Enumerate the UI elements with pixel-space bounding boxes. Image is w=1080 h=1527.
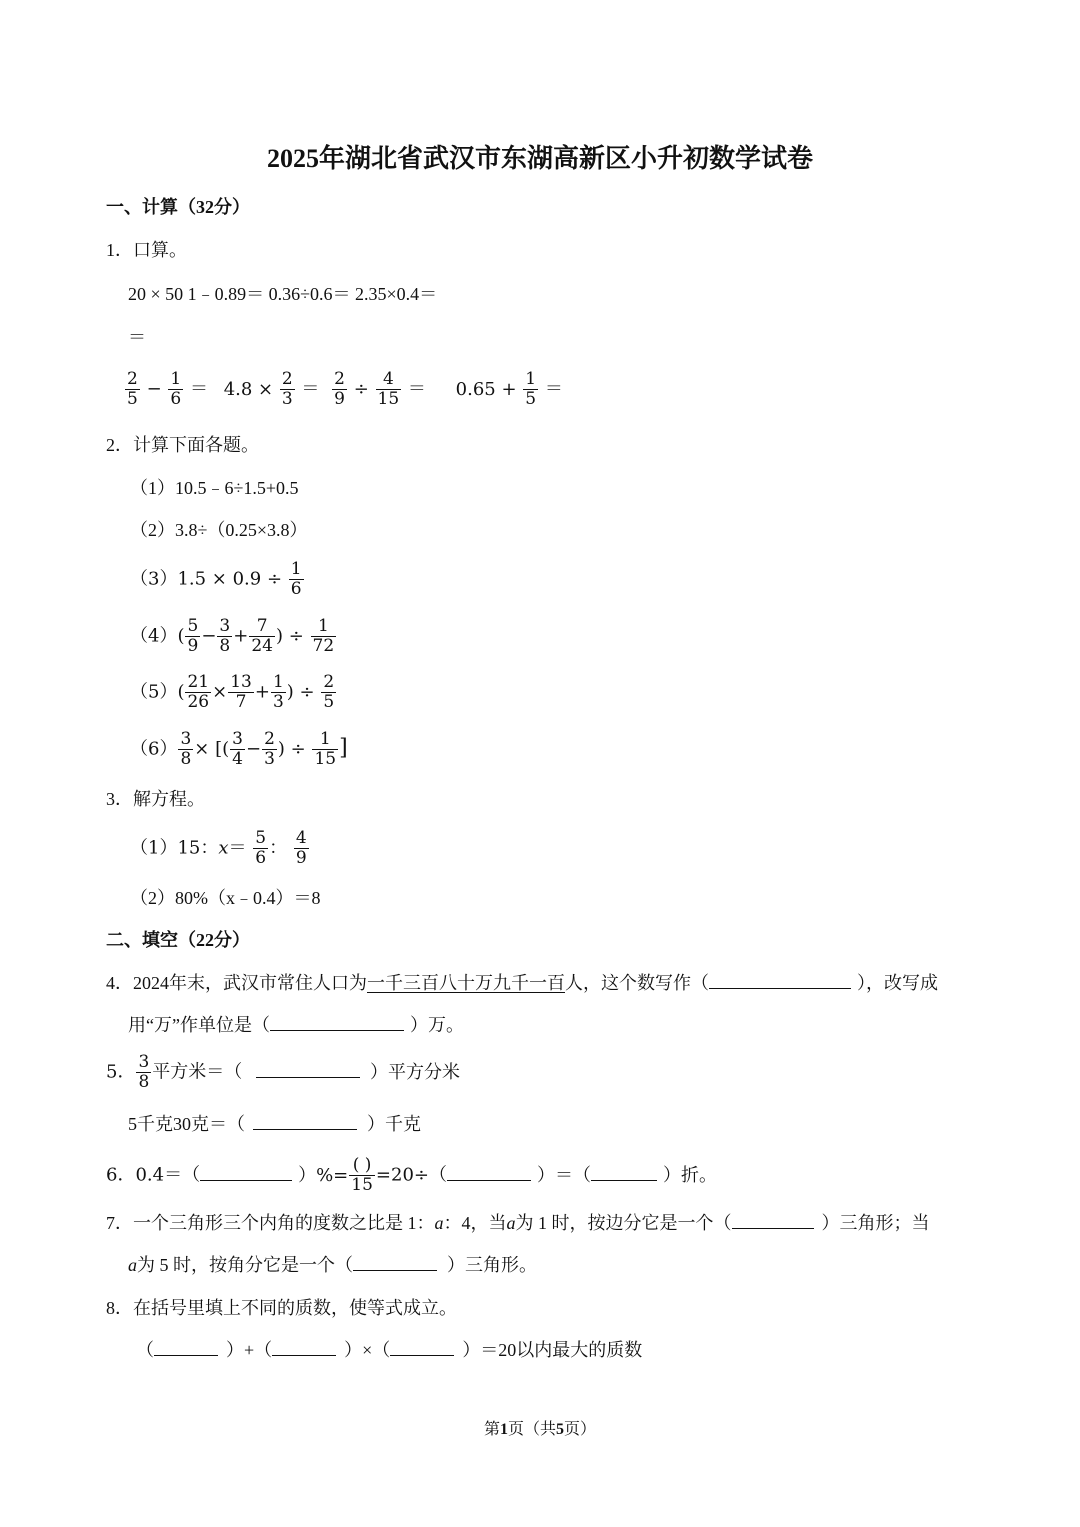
- fraction: $\frac{2}{5}$: [127, 369, 138, 409]
- fraction: $\frac{1}{6}$: [290, 559, 302, 599]
- answer-blank: [270, 1014, 404, 1031]
- fraction: $\frac{4}{9}$: [295, 828, 307, 868]
- fraction: $\frac{7}{24}$: [251, 616, 273, 656]
- answer-blank: [390, 1339, 454, 1356]
- page-footer: 第1页（共5页）: [483, 1421, 597, 1438]
- fraction: $\frac{21}{26}$: [187, 672, 210, 712]
- question-3-part-1: （1）15：x＝ $\frac{5}{6}$ ： $\frac{4}{9}$: [130, 828, 307, 868]
- question-3-label: 3．解方程。: [106, 789, 205, 809]
- fraction: $\frac{1}{5}$: [525, 369, 537, 409]
- question-6: 6．0.4＝（ ）%= $\frac{( )}{15}$ =20÷（ ）＝（ ）折。: [106, 1155, 717, 1195]
- answer-blank: [591, 1164, 657, 1181]
- answer-blank: [447, 1164, 531, 1181]
- answer-blank: [353, 1254, 437, 1271]
- question-8-equation: （ ）+（ ）×（ ）＝20以内最大的质数: [136, 1340, 643, 1360]
- answer-blank: [272, 1339, 336, 1356]
- answer-blank: [154, 1339, 218, 1356]
- question-1-row-1-continued: ＝: [128, 327, 146, 347]
- question-2-part-2: （2）3.8÷（0.25×3.8）: [130, 520, 308, 540]
- question-4-line-1: 4．2024年末，武汉市常住人口为一千三百八十万九千一百人，这个数写作（ ），改写成: [106, 973, 938, 993]
- fraction: $\frac{3}{8}$: [180, 729, 192, 769]
- fraction: $\frac{13}{7}$: [230, 672, 252, 712]
- question-1-label: 1．口算。: [106, 240, 187, 260]
- answer-blank: [200, 1164, 292, 1181]
- fraction: $\frac{2}{3}$: [264, 729, 275, 769]
- fraction: $\frac{5}{6}$: [255, 828, 267, 868]
- question-5-line-2: 5千克30克＝（ ）千克: [128, 1114, 421, 1134]
- fraction: $\frac{2}{5}$: [323, 672, 335, 712]
- answer-blank: [732, 1212, 814, 1229]
- answer-blank: [709, 972, 851, 989]
- fraction: $\frac{1}{15}$: [314, 729, 337, 769]
- section-heading-calc: 一、计算（32分）: [106, 197, 250, 217]
- exam-title: 2025年湖北省武汉市东湖高新区小升初数学试卷: [266, 144, 813, 173]
- fraction: $\frac{4}{15}$: [377, 369, 400, 409]
- fraction: $\frac{2}{9}$: [334, 369, 345, 409]
- fraction: $\frac{1}{6}$: [170, 369, 182, 409]
- fraction: $\frac{3}{4}$: [232, 729, 243, 769]
- question-2-label: 2．计算下面各题。: [106, 435, 259, 455]
- fraction: $\frac{1}{3}$: [272, 672, 284, 712]
- question-8-label: 8．在括号里填上不同的质数，使等式成立。: [106, 1298, 457, 1318]
- fraction: $\frac{3}{8}$: [138, 1052, 150, 1092]
- question-7-line-1: 7．一个三角形三个内角的度数之比是 1：a：4，当a为 1 时，按边分它是一个（ ）三角形；当: [106, 1213, 930, 1233]
- question-2-part-3: （3）1.5 × 0.9 ÷ $\frac{1}{6}$: [130, 559, 302, 599]
- question-1-fraction-row: $\frac{2}{5}$ − $\frac{1}{6}$ ＝ 4.8 × $\frac{2}{3}$ ＝ $\frac{2}{9}$ ÷ $\frac{4}{15}$ ＝ 0.65 + $\frac{1}{5}$ ＝: [127, 369, 563, 409]
- answer-blank: [253, 1113, 357, 1130]
- question-4-line-2: 用“万”作单位是（ ）万。: [128, 1015, 464, 1035]
- question-5-line-1: 5． $\frac{3}{8}$ 平方米＝（ ）平方分米: [106, 1052, 461, 1092]
- fraction: $\frac{2}{3}$: [281, 369, 293, 409]
- fraction: $\frac{( )}{15}$: [351, 1155, 373, 1195]
- question-3-part-2: （2）80%（x﹣0.4）＝8: [130, 888, 321, 908]
- fraction: $\frac{5}{9}$: [187, 616, 199, 656]
- question-1-row-1: 20 × 50 1﹣0.89＝ 0.36÷0.6＝ 2.35×0.4＝: [128, 284, 438, 304]
- fraction: $\frac{1}{72}$: [312, 616, 335, 656]
- question-2-part-4: （4）( $\frac{5}{9}$ − $\frac{3}{8}$ + $\frac{7}{24}$ ) ÷ $\frac{1}{72}$: [130, 616, 335, 656]
- section-heading-fill: 二、填空（22分）: [106, 930, 250, 950]
- fraction: $\frac{3}{8}$: [219, 616, 231, 656]
- question-2-part-5: （5）( $\frac{21}{26}$ × $\frac{13}{7}$ + $\frac{1}{3}$ ) ÷ $\frac{2}{5}$: [130, 672, 335, 712]
- question-7-line-2: a为 5 时，按角分它是一个（ ）三角形。: [128, 1255, 537, 1275]
- answer-blank: [256, 1061, 360, 1078]
- question-2-part-1: （1）10.5﹣6÷1.5+0.5: [130, 478, 299, 498]
- question-2-part-6: （6） $\frac{3}{8}$ × [( $\frac{3}{4}$ − $\frac{2}{3}$ ) ÷ $\frac{1}{15}$ ]: [130, 729, 348, 769]
